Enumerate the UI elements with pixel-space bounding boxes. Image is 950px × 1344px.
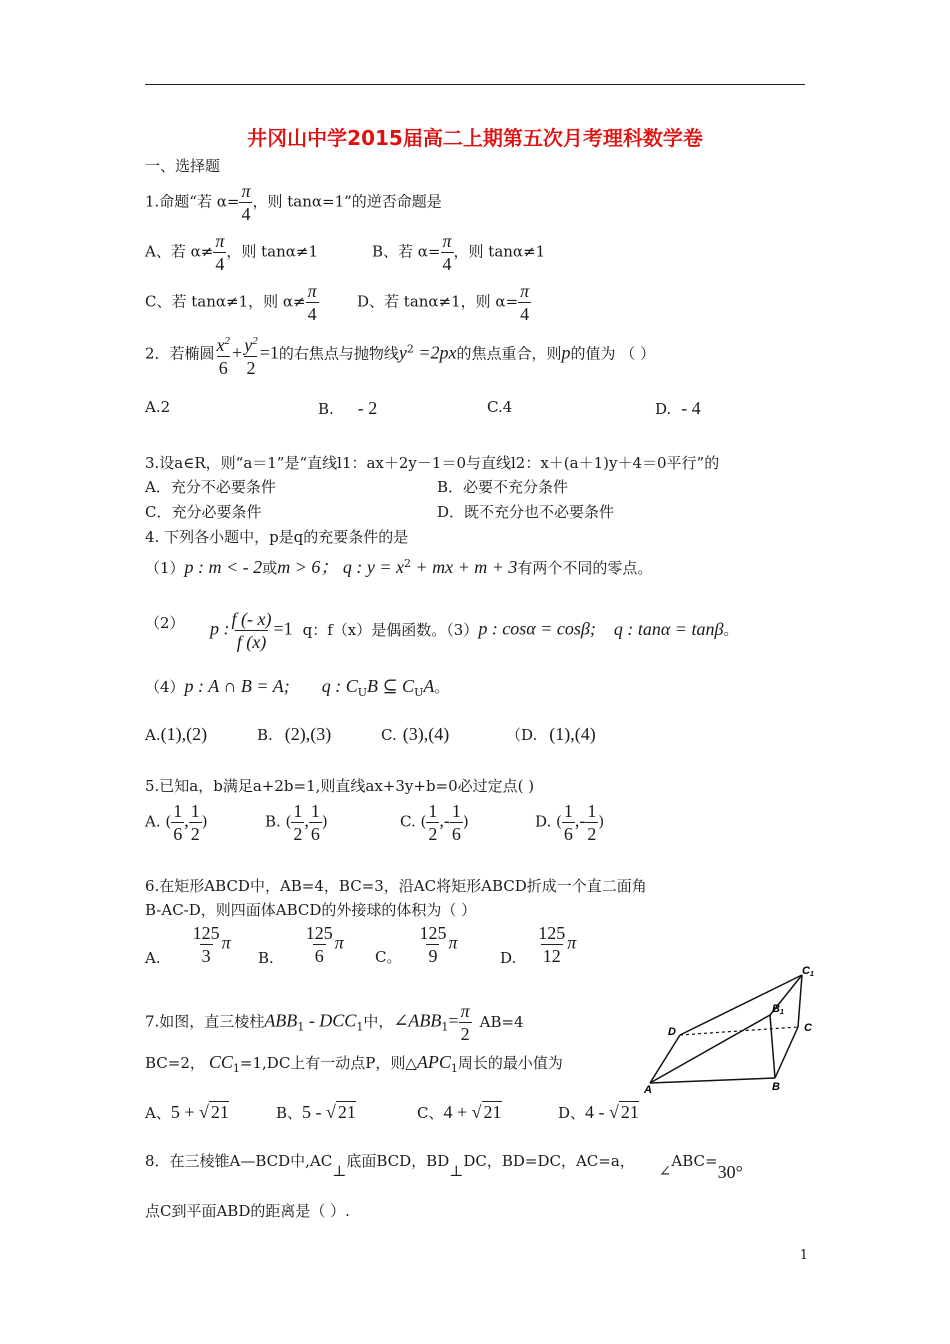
question-6-stem-line-1: 6.在矩形ABCD中，AB=4，BC=3，沿AC将矩形ABCD折成一个直二面角: [145, 877, 647, 895]
question-4-item-1: （1）p : m < - 2或m > 6； q : $y = x^2$ + mx + m + 3有两个不同的零点。: [145, 557, 653, 577]
question-2-option-a: A.2: [145, 398, 171, 416]
label-b: B: [772, 1081, 780, 1093]
question-7-option-c: C、4 + √ 21: [417, 1102, 502, 1122]
question-4-option-c: C. (3),(4): [381, 724, 450, 744]
label-c: C: [804, 1022, 812, 1034]
fraction: $\frac{\pi}{4}$: [241, 181, 251, 224]
label-c1: C1: [802, 965, 814, 978]
question-3-option-a: A．充分不必要条件: [145, 478, 276, 496]
question-3-option-d: D．既不充分也不必要条件: [437, 503, 615, 521]
question-7-option-b: B、5 - √ 21: [276, 1102, 356, 1122]
question-4-item-4: （4）p : A ∩ B = A; q : $C_UB$ ⊆ $C_UA$。: [145, 676, 450, 699]
question-1-option-a: A、若 α≠ $\frac{\pi}{4}$ ，则 tanα≠1: [145, 231, 318, 274]
question-4-item-2: p : $\frac{f (- x)}{f (x)}$ =1 q：f（x）是偶函数。（3）p : cosα = cosβ; q : tanα = tanβ。: [210, 609, 739, 652]
question-4-option-b: B. (2),(3): [257, 724, 332, 744]
question-8-line-2: 点C到平面ABD的距离是（ ）.: [145, 1202, 350, 1220]
question-3-stem: 3.设a∈R，则“a＝1”是“直线l1：ax＋2y－1＝0与直线l2：x＋(a＋1)y＋4＝0平行”的: [145, 454, 720, 472]
question-2-option-c: C.4: [487, 398, 513, 416]
edge-b1b: [770, 1015, 775, 1078]
question-2-option-d: D. - 4: [655, 398, 701, 418]
question-7-line-2: BC=2， $CC_1=1,DC$上有一动点P，则$\triangle APC_1$周长的最小值为: [145, 1052, 563, 1075]
question-6-option-c: C。 $\frac{125}{9}$ π: [375, 923, 458, 966]
question-8-stem: 8．在三棱锥A—BCD中,AC⊥底面BCD，BD⊥DC，BD=DC，AC=a，∠ABC=30°: [145, 1152, 743, 1182]
edge-dc1: [680, 975, 802, 1035]
question-1-option-c: C、若 tanα≠1，则 α≠ $\frac{\pi}{4}$: [145, 281, 317, 324]
page-number: 1: [799, 1248, 808, 1263]
label-a: A: [644, 1084, 652, 1095]
edge-dc-dashed: [680, 1027, 798, 1035]
question-6-option-d: D. $\frac{125}{12}$ π: [500, 923, 577, 967]
edge-ab: [650, 1078, 775, 1083]
question-5-stem: 5.已知a，b满足a+2b=1,则直线ax+3y+b=0必过定点( ): [145, 777, 535, 795]
label-d: D: [668, 1026, 676, 1038]
question-7-option-a: A、5 + √ 21: [145, 1102, 229, 1122]
question-7-option-d: D、4 - √ 21: [558, 1102, 639, 1122]
question-6-option-b: B. $\frac{125}{6}$ π: [258, 923, 344, 967]
question-3-option-c: C．充分必要条件: [145, 503, 262, 521]
edge-bc: [775, 1027, 798, 1078]
question-1-option-d: D、若 tanα≠1，则 α= $\frac{\pi}{4}$: [357, 281, 530, 324]
question-5-option-a: A. ( $\frac{1}{6}$ , $\frac{1}{2}$ ): [145, 801, 208, 844]
question-4-option-a: A.(1),(2): [145, 724, 208, 744]
question-6-option-a: A. $\frac{125}{3}$ π: [145, 923, 231, 967]
question-1-option-b: B、若 α= $\frac{\pi}{4}$ ，则 tanα≠1: [372, 231, 546, 274]
page-title: 井冈山中学2015届高二上期第五次月考理科数学卷: [247, 126, 703, 150]
question-6-stem-line-2: B-AC-D，则四面体ABCD的外接球的体积为（ ）: [145, 901, 477, 919]
question-3-option-b: B．必要不充分条件: [437, 478, 569, 496]
question-2-option-b: B. - 2: [318, 398, 378, 418]
section-heading: 一、选择题: [145, 157, 221, 175]
prism-figure: [640, 965, 820, 1095]
question-5-option-b: B. ( $\frac{1}{2}$ , $\frac{1}{6}$ ): [265, 801, 328, 844]
question-5-option-c: C. ( $\frac{1}{2}$ ,- $\frac{1}{6}$ ): [400, 801, 469, 844]
header-rule: [145, 84, 805, 85]
question-7-stem: 7.如图，直三棱柱$ABB_1 - DCC_1$中，$\angle ABB_1=$ $\frac{\pi}{2}$ AB=4: [145, 1001, 524, 1044]
question-1-stem: 1.命题“若 α= $\frac{\pi}{4}$ ，则 tanα=1”的逆否命题是: [145, 181, 442, 224]
question-4-option-d: （D. (1),(4): [506, 724, 596, 744]
edge-ad: [650, 1035, 680, 1083]
question-4-item-2-label: （2）: [145, 614, 185, 632]
edge-cc1: [798, 975, 802, 1027]
question-5-option-d: D. ( $\frac{1}{6}$ ,- $\frac{1}{2}$ ): [535, 801, 605, 844]
question-4-stem: 4. 下列各小题中，p是q的充要条件的是: [145, 528, 409, 546]
question-2-stem: 2．若椭圆 $\frac{x^2}{6}$ + $\frac{y^2}{2}$ =1的右焦点与抛物线$y^2 =2px$的焦点重合，则p的值为 （ ）: [145, 335, 656, 378]
label-b1: B1: [772, 1003, 784, 1016]
